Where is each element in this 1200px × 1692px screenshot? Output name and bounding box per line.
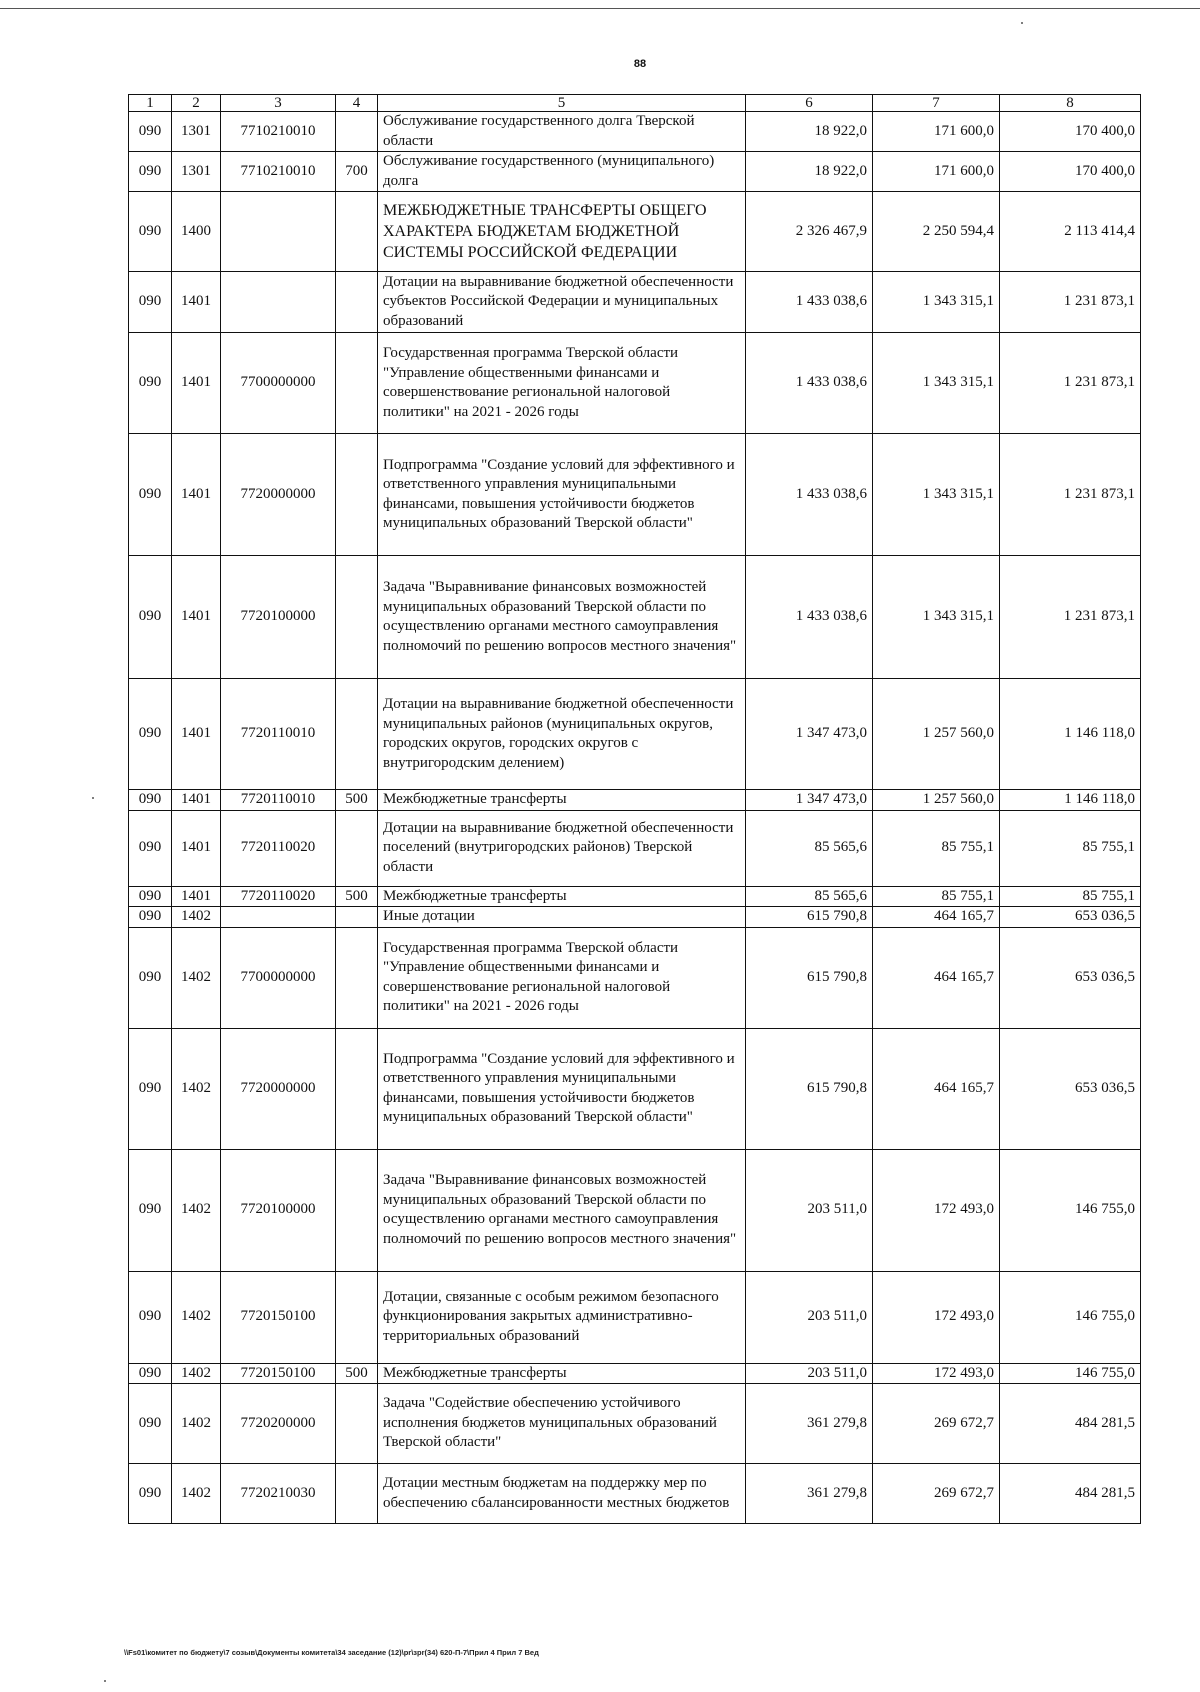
cell-section-code: 1402 — [172, 1271, 221, 1363]
cell-target-code — [221, 192, 336, 272]
scan-speck — [104, 1680, 106, 1682]
cell-expense-type — [336, 679, 378, 790]
cell-amount-col8: 1 146 118,0 — [1000, 679, 1141, 790]
cell-amount-col7: 1 343 315,1 — [873, 556, 1000, 679]
table-row — [129, 927, 1141, 1028]
cell-description: Обслуживание государственного долга Тверской области — [378, 112, 746, 152]
cell-description: Подпрограмма "Создание условий для эффективного и ответственного управления муниципальными финансами, повышения устойчивости бюджетов муниципальных образований Тверской области" — [378, 434, 746, 556]
cell-amount-col8: 170 400,0 — [1000, 112, 1141, 152]
cell-admin-code: 090 — [129, 434, 172, 556]
cell-admin-code: 090 — [129, 927, 172, 1028]
column-header-6: 6 — [746, 95, 873, 112]
cell-admin-code: 090 — [129, 112, 172, 152]
cell-section-code: 1402 — [172, 907, 221, 928]
cell-section-code: 1401 — [172, 556, 221, 679]
cell-section-code: 1402 — [172, 1363, 221, 1384]
cell-amount-col7: 464 165,7 — [873, 927, 1000, 1028]
cell-admin-code: 090 — [129, 886, 172, 907]
cell-target-code: 7720150100 — [221, 1271, 336, 1363]
cell-amount-col7: 1 343 315,1 — [873, 272, 1000, 333]
cell-amount-col7: 1 257 560,0 — [873, 790, 1000, 811]
cell-description: Иные дотации — [378, 907, 746, 928]
cell-amount-col7: 269 672,7 — [873, 1384, 1000, 1464]
table-row — [129, 886, 1141, 907]
cell-amount-col8: 653 036,5 — [1000, 927, 1141, 1028]
cell-target-code: 7710210010 — [221, 152, 336, 192]
cell-amount-col8: 1 231 873,1 — [1000, 272, 1141, 333]
cell-amount-col8: 653 036,5 — [1000, 1028, 1141, 1149]
cell-admin-code: 090 — [129, 1028, 172, 1149]
cell-amount-col8: 146 755,0 — [1000, 1363, 1141, 1384]
cell-target-code: 7720100000 — [221, 1149, 336, 1271]
cell-description: Задача "Содействие обеспечению устойчивого исполнения бюджетов муниципальных образований Тверской области" — [378, 1384, 746, 1464]
cell-target-code: 7720000000 — [221, 1028, 336, 1149]
budget-table — [128, 94, 1141, 1524]
cell-target-code — [221, 272, 336, 333]
cell-section-code: 1401 — [172, 679, 221, 790]
cell-amount-col8: 653 036,5 — [1000, 907, 1141, 928]
cell-section-code: 1301 — [172, 112, 221, 152]
cell-admin-code: 090 — [129, 1363, 172, 1384]
table-row — [129, 434, 1141, 556]
cell-amount-col8: 1 231 873,1 — [1000, 556, 1141, 679]
footer-file-path: \\Fs01\комитет по бюджету\7 созыв\Документы комитета\34 заседание (12)\pr\зpr(34) 620-П-7\Прил 4 Прил 7 Вед — [124, 1648, 539, 1657]
cell-admin-code: 090 — [129, 1464, 172, 1524]
cell-target-code: 7720110010 — [221, 790, 336, 811]
cell-description: Обслуживание государственного (муниципального) долга — [378, 152, 746, 192]
cell-description: Дотации на выравнивание бюджетной обеспеченности муниципальных районов (муниципальных округов, городских округов, городских округов с внутригородским делением) — [378, 679, 746, 790]
cell-admin-code: 090 — [129, 152, 172, 192]
cell-amount-col6: 615 790,8 — [746, 907, 873, 928]
column-header-2: 2 — [172, 95, 221, 112]
header-row — [129, 95, 1141, 112]
table-row — [129, 1271, 1141, 1363]
cell-expense-type — [336, 1271, 378, 1363]
page-number: 88 — [633, 58, 647, 70]
cell-amount-col7: 172 493,0 — [873, 1149, 1000, 1271]
cell-target-code: 7720150100 — [221, 1363, 336, 1384]
cell-expense-type: 700 — [336, 152, 378, 192]
cell-amount-col6: 203 511,0 — [746, 1363, 873, 1384]
cell-amount-col8: 146 755,0 — [1000, 1271, 1141, 1363]
cell-section-code: 1402 — [172, 927, 221, 1028]
cell-amount-col6: 1 433 038,6 — [746, 556, 873, 679]
cell-amount-col8: 146 755,0 — [1000, 1149, 1141, 1271]
cell-section-code: 1401 — [172, 272, 221, 333]
cell-expense-type — [336, 907, 378, 928]
cell-amount-col7: 464 165,7 — [873, 907, 1000, 928]
column-header-1: 1 — [129, 95, 172, 112]
cell-amount-col6: 1 433 038,6 — [746, 333, 873, 434]
cell-amount-col8: 85 755,1 — [1000, 886, 1141, 907]
cell-amount-col7: 269 672,7 — [873, 1464, 1000, 1524]
table-row — [129, 1464, 1141, 1524]
cell-description: Межбюджетные трансферты — [378, 790, 746, 811]
cell-amount-col7: 85 755,1 — [873, 810, 1000, 886]
cell-admin-code: 090 — [129, 192, 172, 272]
cell-amount-col6: 615 790,8 — [746, 927, 873, 1028]
cell-admin-code: 090 — [129, 333, 172, 434]
cell-description: Дотации местным бюджетам на поддержку мер по обеспечению сбалансированности местных бюджетов — [378, 1464, 746, 1524]
table-row — [129, 112, 1141, 152]
cell-admin-code: 090 — [129, 790, 172, 811]
cell-amount-col8: 484 281,5 — [1000, 1464, 1141, 1524]
cell-target-code: 7720200000 — [221, 1384, 336, 1464]
table-row — [129, 1363, 1141, 1384]
cell-expense-type — [336, 1384, 378, 1464]
cell-section-code: 1401 — [172, 810, 221, 886]
cell-section-code: 1401 — [172, 886, 221, 907]
cell-admin-code: 090 — [129, 1149, 172, 1271]
cell-amount-col6: 85 565,6 — [746, 810, 873, 886]
cell-amount-col6: 361 279,8 — [746, 1384, 873, 1464]
cell-amount-col6: 203 511,0 — [746, 1149, 873, 1271]
cell-description: Дотации, связанные с особым режимом безопасного функционирования закрытых административно-территориальных образований — [378, 1271, 746, 1363]
cell-target-code — [221, 907, 336, 928]
table-row — [129, 333, 1141, 434]
cell-amount-col7: 171 600,0 — [873, 112, 1000, 152]
cell-expense-type — [336, 1149, 378, 1271]
cell-expense-type — [336, 1464, 378, 1524]
table-row — [129, 679, 1141, 790]
column-header-7: 7 — [873, 95, 1000, 112]
cell-section-code: 1402 — [172, 1149, 221, 1271]
cell-target-code: 7700000000 — [221, 927, 336, 1028]
cell-amount-col6: 1 433 038,6 — [746, 434, 873, 556]
cell-amount-col6: 2 326 467,9 — [746, 192, 873, 272]
cell-description: Государственная программа Тверской области "Управление общественными финансами и совершенствование региональной налоговой политики" на 2021 - 2026 годы — [378, 333, 746, 434]
cell-section-code: 1301 — [172, 152, 221, 192]
scan-speck — [92, 797, 94, 799]
cell-amount-col6: 203 511,0 — [746, 1271, 873, 1363]
cell-description: Дотации на выравнивание бюджетной обеспеченности субъектов Российской Федерации и муниципальных образований — [378, 272, 746, 333]
cell-admin-code: 090 — [129, 810, 172, 886]
table-body — [129, 112, 1141, 1524]
cell-amount-col6: 18 922,0 — [746, 152, 873, 192]
cell-section-code: 1402 — [172, 1384, 221, 1464]
cell-expense-type — [336, 556, 378, 679]
cell-amount-col8: 85 755,1 — [1000, 810, 1141, 886]
cell-amount-col7: 85 755,1 — [873, 886, 1000, 907]
table-row — [129, 1149, 1141, 1271]
cell-amount-col8: 170 400,0 — [1000, 152, 1141, 192]
cell-description: Дотации на выравнивание бюджетной обеспеченности поселений (внутригородских районов) Тверской области — [378, 810, 746, 886]
table-row — [129, 152, 1141, 192]
cell-amount-col6: 1 433 038,6 — [746, 272, 873, 333]
column-header-5: 5 — [378, 95, 746, 112]
cell-expense-type — [336, 272, 378, 333]
cell-expense-type — [336, 810, 378, 886]
cell-amount-col6: 615 790,8 — [746, 1028, 873, 1149]
top-rule — [0, 8, 1200, 9]
cell-expense-type — [336, 927, 378, 1028]
cell-amount-col7: 1 343 315,1 — [873, 434, 1000, 556]
cell-target-code: 7720000000 — [221, 434, 336, 556]
cell-description: Задача "Выравнивание финансовых возможностей муниципальных образований Тверской области по осуществлению органами местного самоуправления полномочий по решению вопросов местного значения" — [378, 556, 746, 679]
cell-target-code: 7720110020 — [221, 810, 336, 886]
column-header-8: 8 — [1000, 95, 1141, 112]
table-row — [129, 790, 1141, 811]
cell-description: МЕЖБЮДЖЕТНЫЕ ТРАНСФЕРТЫ ОБЩЕГО ХАРАКТЕРА БЮДЖЕТАМ БЮДЖЕТНОЙ СИСТЕМЫ РОССИЙСКОЙ ФЕДЕРАЦИИ — [378, 192, 746, 272]
table-row — [129, 1384, 1141, 1464]
cell-expense-type: 500 — [336, 886, 378, 907]
scan-speck — [1021, 22, 1023, 24]
cell-admin-code: 090 — [129, 272, 172, 333]
cell-amount-col6: 361 279,8 — [746, 1464, 873, 1524]
cell-section-code: 1400 — [172, 192, 221, 272]
table-row — [129, 1028, 1141, 1149]
column-header-3: 3 — [221, 95, 336, 112]
cell-description: Межбюджетные трансферты — [378, 886, 746, 907]
table-row — [129, 192, 1141, 272]
cell-amount-col8: 1 231 873,1 — [1000, 434, 1141, 556]
cell-target-code: 7720110010 — [221, 679, 336, 790]
cell-amount-col7: 172 493,0 — [873, 1363, 1000, 1384]
cell-expense-type — [336, 192, 378, 272]
cell-description: Подпрограмма "Создание условий для эффективного и ответственного управления муниципальными финансами, повышения устойчивости бюджетов муниципальных образований Тверской области" — [378, 1028, 746, 1149]
cell-target-code: 7700000000 — [221, 333, 336, 434]
cell-admin-code: 090 — [129, 679, 172, 790]
cell-amount-col8: 2 113 414,4 — [1000, 192, 1141, 272]
cell-amount-col6: 1 347 473,0 — [746, 679, 873, 790]
cell-expense-type — [336, 434, 378, 556]
cell-description: Задача "Выравнивание финансовых возможностей муниципальных образований Тверской области по осуществлению органами местного самоуправления полномочий по решению вопросов местного значения" — [378, 1149, 746, 1271]
cell-amount-col7: 1 343 315,1 — [873, 333, 1000, 434]
cell-expense-type: 500 — [336, 790, 378, 811]
cell-section-code: 1401 — [172, 790, 221, 811]
cell-amount-col7: 171 600,0 — [873, 152, 1000, 192]
cell-amount-col6: 18 922,0 — [746, 112, 873, 152]
table-row — [129, 810, 1141, 886]
cell-description: Межбюджетные трансферты — [378, 1363, 746, 1384]
cell-admin-code: 090 — [129, 1271, 172, 1363]
cell-admin-code: 090 — [129, 1384, 172, 1464]
cell-amount-col6: 85 565,6 — [746, 886, 873, 907]
cell-section-code: 1402 — [172, 1464, 221, 1524]
cell-expense-type — [336, 112, 378, 152]
cell-amount-col8: 484 281,5 — [1000, 1384, 1141, 1464]
cell-target-code: 7720210030 — [221, 1464, 336, 1524]
cell-admin-code: 090 — [129, 907, 172, 928]
cell-amount-col7: 172 493,0 — [873, 1271, 1000, 1363]
cell-amount-col7: 1 257 560,0 — [873, 679, 1000, 790]
cell-expense-type — [336, 1028, 378, 1149]
cell-amount-col8: 1 146 118,0 — [1000, 790, 1141, 811]
table-row — [129, 556, 1141, 679]
cell-amount-col6: 1 347 473,0 — [746, 790, 873, 811]
cell-section-code: 1402 — [172, 1028, 221, 1149]
cell-amount-col8: 1 231 873,1 — [1000, 333, 1141, 434]
cell-expense-type — [336, 333, 378, 434]
cell-amount-col7: 464 165,7 — [873, 1028, 1000, 1149]
cell-amount-col7: 2 250 594,4 — [873, 192, 1000, 272]
cell-target-code: 7720110020 — [221, 886, 336, 907]
cell-admin-code: 090 — [129, 556, 172, 679]
cell-section-code: 1401 — [172, 434, 221, 556]
cell-section-code: 1401 — [172, 333, 221, 434]
cell-target-code: 7710210010 — [221, 112, 336, 152]
table-row — [129, 272, 1141, 333]
table-row — [129, 907, 1141, 928]
cell-expense-type: 500 — [336, 1363, 378, 1384]
cell-target-code: 7720100000 — [221, 556, 336, 679]
cell-description: Государственная программа Тверской области "Управление общественными финансами и совершенствование региональной налоговой политики" на 2021 - 2026 годы — [378, 927, 746, 1028]
column-header-4: 4 — [336, 95, 378, 112]
